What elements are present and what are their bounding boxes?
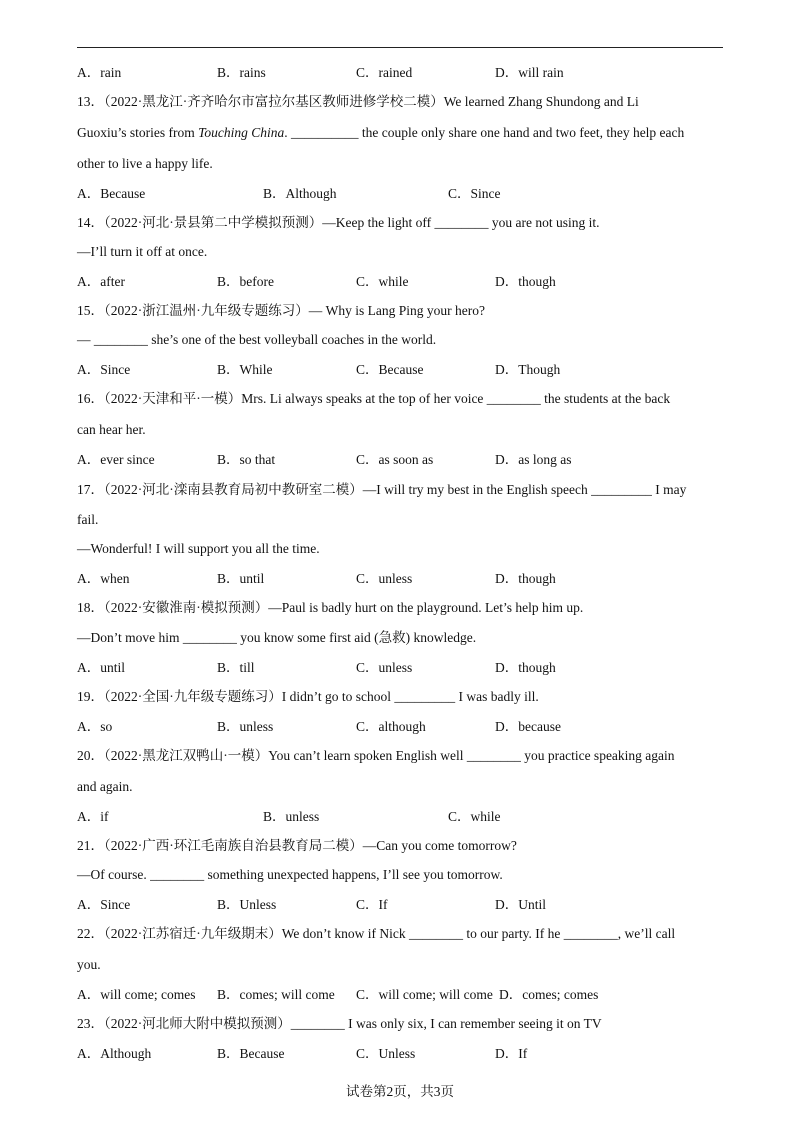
option-b[interactable]: B．Unless	[217, 897, 277, 912]
option-d[interactable]: D．though	[495, 274, 556, 289]
option-b[interactable]: B．till	[217, 660, 255, 675]
option-c[interactable]: C．will come; will come	[356, 987, 493, 1002]
option-c[interactable]: C．as soon as	[356, 452, 434, 467]
option-d[interactable]: D．will rain	[495, 65, 564, 80]
option-d[interactable]: D．Until	[495, 897, 547, 912]
question-text: 20．（2022·黑龙江双鸭山·一模）You can’t learn spoken English well ________ you practice speaking again	[77, 748, 675, 763]
option-c[interactable]: C．unless	[356, 660, 413, 675]
option-a[interactable]: A．Since	[77, 362, 131, 377]
question-text: 22．（2022·江苏宿迁·九年级期末）We don’t know if Nick ________ to our party. If he ________, we’ll call	[77, 926, 676, 941]
question-text: 17．（2022·河北·滦南县教育局初中教研室二模）—I will try my best in the English speech _________ I may	[77, 482, 687, 497]
question-text	[77, 124, 684, 142]
option-b[interactable]: B．until	[217, 571, 265, 586]
option-d[interactable]: D．If	[495, 1046, 528, 1061]
option-d[interactable]: D．because	[495, 719, 561, 734]
question-text: and again.	[77, 779, 133, 794]
option-d[interactable]: D．as long as	[495, 452, 572, 467]
option-b[interactable]: B．so that	[217, 452, 276, 467]
option-c[interactable]: C．Unless	[356, 1046, 416, 1061]
option-a[interactable]: A．until	[77, 660, 126, 675]
question-text-part: . __________ the couple only share one hand and two feet, they help each	[284, 125, 685, 140]
page-footer: 试卷第2页，共3页	[346, 1084, 454, 1099]
question-text: 16．（2022·天津和平·一模）Mrs. Li always speaks at the top of her voice ________ the students at the back	[77, 391, 671, 406]
option-d[interactable]: D．comes; comes	[499, 987, 599, 1002]
option-c[interactable]: C．Because	[356, 362, 424, 377]
option-c[interactable]: C．If	[356, 897, 388, 912]
option-a[interactable]: A．will come; comes	[77, 987, 196, 1002]
option-a[interactable]: A．after	[77, 274, 125, 289]
option-a[interactable]: A．rain	[77, 65, 122, 80]
header-rule	[77, 47, 723, 48]
option-d[interactable]: D．though	[495, 571, 556, 586]
question-text: — ________ she’s one of the best volleyball coaches in the world.	[77, 332, 437, 347]
option-d[interactable]: D．Though	[495, 362, 561, 377]
option-c[interactable]: C．Since	[448, 186, 501, 201]
option-a[interactable]: A．Because	[77, 186, 146, 201]
option-d[interactable]: D．though	[495, 660, 556, 675]
question-text: 13．（2022·黑龙江·齐齐哈尔市富拉尔基区教师进修学校二模）We learned Zhang Shundong and Li	[77, 94, 639, 109]
option-a[interactable]: A．when	[77, 571, 130, 586]
question-text: other to live a happy life.	[77, 156, 213, 171]
option-a[interactable]: A．ever since	[77, 452, 155, 467]
question-text: —Of course. ________ something unexpected happens, I’ll see you tomorrow.	[77, 867, 503, 882]
option-b[interactable]: B．rains	[217, 65, 266, 80]
option-b[interactable]: B．While	[217, 362, 273, 377]
question-text: —Don’t move him ________ you know some first aid (急救) knowledge.	[77, 630, 477, 645]
option-b[interactable]: B．comes; will come	[217, 987, 335, 1002]
option-b[interactable]: B．Because	[217, 1046, 285, 1061]
question-text: can hear her.	[77, 422, 146, 437]
question-text: 14．（2022·河北·景县第二中学模拟预测）—Keep the light off ________ you are not using it.	[77, 215, 600, 230]
option-b[interactable]: B．before	[217, 274, 274, 289]
option-b[interactable]: B．Although	[263, 186, 337, 201]
question-text: 19．（2022·全国·九年级专题练习）I didn’t go to school _________ I was badly ill.	[77, 689, 539, 704]
option-a[interactable]: A．Since	[77, 897, 131, 912]
option-c[interactable]: C．although	[356, 719, 426, 734]
question-text-part: Guoxiu’s stories from	[77, 125, 199, 140]
option-a[interactable]: A．if	[77, 809, 109, 824]
question-text: fail.	[77, 512, 99, 527]
question-text: —Wonderful! I will support you all the time.	[77, 541, 320, 556]
question-text: 23．（2022·河北师大附中模拟预测）________ I was only six, I can remember seeing it on TV	[77, 1016, 602, 1031]
option-c[interactable]: C．unless	[356, 571, 413, 586]
option-c[interactable]: C．while	[356, 274, 409, 289]
question-text: —I’ll turn it off at once.	[77, 244, 208, 259]
option-a[interactable]: A．so	[77, 719, 113, 734]
option-a[interactable]: A．Although	[77, 1046, 152, 1061]
option-c[interactable]: C．while	[448, 809, 501, 824]
option-b[interactable]: B．unless	[217, 719, 274, 734]
book-title: Touching China	[198, 125, 285, 140]
question-text: 18．（2022·安徽淮南·模拟预测）—Paul is badly hurt on the playground. Let’s help him up.	[77, 600, 584, 615]
question-text: 21．（2022·广西·环江毛南族自治县教育局二模）—Can you come tomorrow?	[77, 838, 517, 853]
question-text: you.	[77, 957, 101, 972]
option-c[interactable]: C．rained	[356, 65, 413, 80]
option-b[interactable]: B．unless	[263, 809, 320, 824]
question-text: 15．（2022·浙江温州·九年级专题练习）— Why is Lang Ping your hero?	[77, 303, 485, 318]
